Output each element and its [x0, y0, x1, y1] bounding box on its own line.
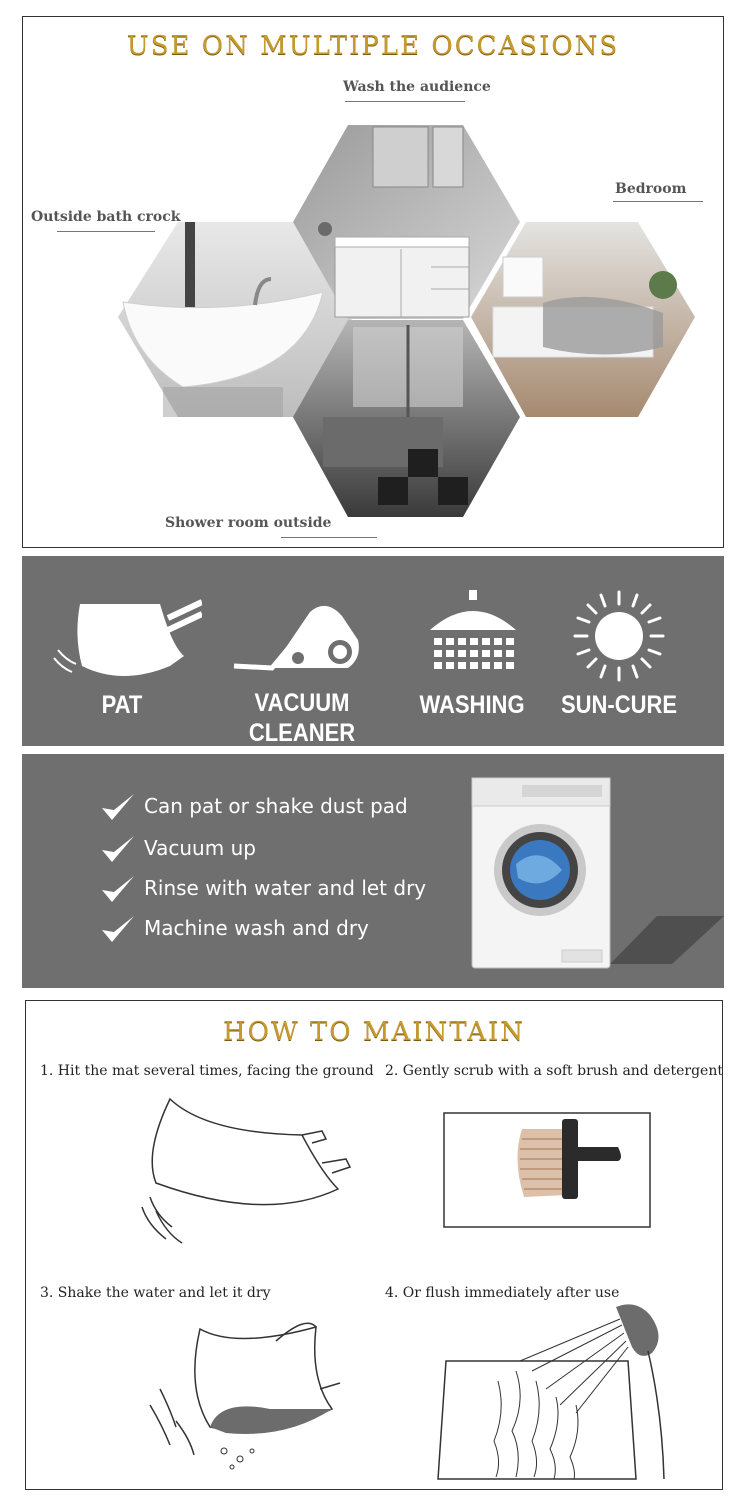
callout-bedroom: Bedroom [615, 181, 687, 197]
pat-mat-icon [52, 596, 202, 681]
checkmark-icon [100, 792, 136, 822]
occasions-title: USE ON MULTIPLE OCCASIONS [126, 31, 620, 61]
callout-shower: Shower room outside [165, 515, 332, 531]
care-band [22, 754, 724, 988]
maintain-panel [25, 1000, 723, 1490]
maintain-title: HOW TO MAINTAIN [222, 1017, 526, 1047]
care-item-text: Can pat or shake dust pad [144, 794, 408, 818]
care-item-text: Vacuum up [144, 836, 256, 860]
checkmark-icon [100, 834, 136, 864]
method-sun-cure-label: SUN-CURE [560, 690, 678, 719]
care-item-text: Machine wash and dry [144, 916, 369, 940]
scrub-brush-illustration [442, 1109, 652, 1233]
care-item [100, 792, 408, 824]
cleaning-methods-band [22, 556, 724, 746]
step-3-text: 3. Shake the water and let it dry [40, 1285, 271, 1301]
care-item [100, 874, 427, 906]
care-item [100, 914, 369, 946]
method-washing-label: WASHING [419, 690, 525, 719]
callout-bath: Outside bath crock [31, 209, 181, 225]
method-vacuum-label: VACUUM CLEANER [248, 688, 356, 747]
checkmark-icon [100, 914, 136, 944]
care-item-text: Rinse with water and let dry [144, 876, 427, 900]
hit-mat-illustration [126, 1093, 366, 1253]
occasions-collage [23, 17, 723, 547]
bedroom-scene-image [471, 222, 695, 417]
sun-icon [571, 588, 667, 684]
method-pat [22, 556, 222, 746]
method-pat-label: PAT [101, 690, 143, 719]
method-sun-cure [544, 556, 694, 746]
callout-wash: Wash the audience [343, 79, 491, 95]
care-item [100, 834, 256, 866]
shake-dry-illustration [146, 1309, 356, 1479]
flush-shower-illustration [436, 1301, 676, 1486]
step-2-text: 2. Gently scrub with a soft brush and detergent [385, 1063, 723, 1079]
occasions-panel [22, 16, 724, 548]
step-4-text: 4. Or flush immediately after use [385, 1285, 620, 1301]
checkmark-icon [100, 874, 136, 904]
washing-machine-image [462, 774, 724, 974]
method-washing [384, 556, 560, 746]
method-vacuum [202, 556, 402, 746]
vacuum-cleaner-icon [232, 596, 362, 676]
shower-head-icon [428, 590, 518, 682]
step-1-text: 1. Hit the mat several times, facing the ground [40, 1063, 374, 1079]
